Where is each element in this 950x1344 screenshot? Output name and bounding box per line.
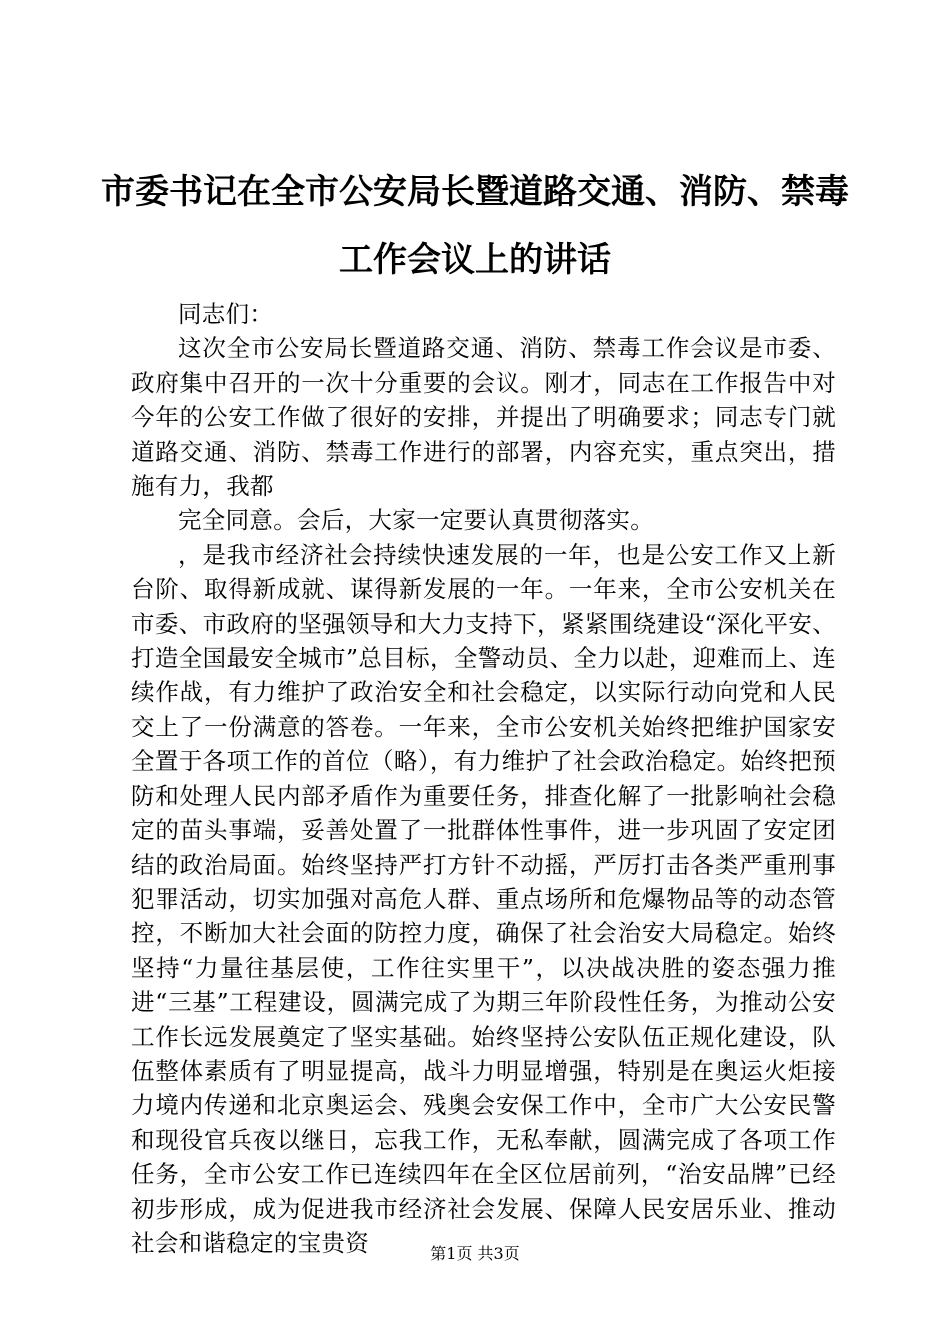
paragraph-agreement: 完全同意。会后，大家一定要认真贯彻落实。 <box>178 506 654 535</box>
salutation: 同志们： <box>178 300 274 328</box>
paragraph-intro: 这次全市公安局长暨道路交通、消防、禁毒工作会议是市委、政府集中召开的一次十分重要的会议。刚才，同志在工作报告中对今年的公安工作做了很好的安排，并提出了明确要求；同志专门就道路交通、消防、禁毒工作进行的部署，内容充实，重点突出，措施有力，我都 <box>131 334 836 501</box>
document-title: 市委书记在全市公安局长暨道路交通、消防、禁毒工作会议上的讲话 <box>101 172 849 280</box>
paragraph-review: ，是我市经济社会持续快速发展的一年，也是公安工作又上新台阶、取得新成就、谋得新发展的一年。一年来，全市公安机关在市委、市政府的坚强领导和大力支持下，紧紧围绕建设“深化平安、打造全国最安全城市”总目标，全警动员、全力以赴，迎难而上、连续作战，有力维护了政治安全和社会稳定，以实际行动向党和人民交上了一份满意的答卷。一年来，全市公安机关始终把维护国家安全置于各项工作的首位（略），有力维护了社会政治稳定。始终把预防和处理人民内部矛盾作为重要任务，排查化解了一批影响社会稳定的苗头事端，妥善处置了一批群体性事件，进一步巩固了安定团结的政治局面。始终坚持严打方针不动摇，严厉打击各类严重刑事犯罪活动，切实加强对高危人群、重点场所和危爆物品等的动态管控，不断加大社会面的防控力度，确保了社会治安大局稳定。始终坚持“力量往基层使，工作往实里干”，以决战决胜的姿态强力推进“三基”工程建设，圆满完成了为期三年阶段性任务，为推动公安工作长远发展奠定了坚实基础。始终坚持公安队伍正规化建设，队伍整体素质有了明显提高，战斗力明显增强，特别是在奥运火炬接力境内传递和北京奥运会、残奥会安保工作中，全市广大公安民警和现役官兵夜以继日，忘我工作，无私奉献，圆满完成了各项工作任务，全市公安工作已连续四年在全区位居前列，“治安品牌”已经初步形成，成为促进我市经济社会发展、保障人民安居乐业、推动社会和谐稳定的宝贵资 <box>131 540 836 1257</box>
document-body <box>131 297 836 1260</box>
page-number-footer: 第1页 共3页 <box>430 1244 520 1263</box>
